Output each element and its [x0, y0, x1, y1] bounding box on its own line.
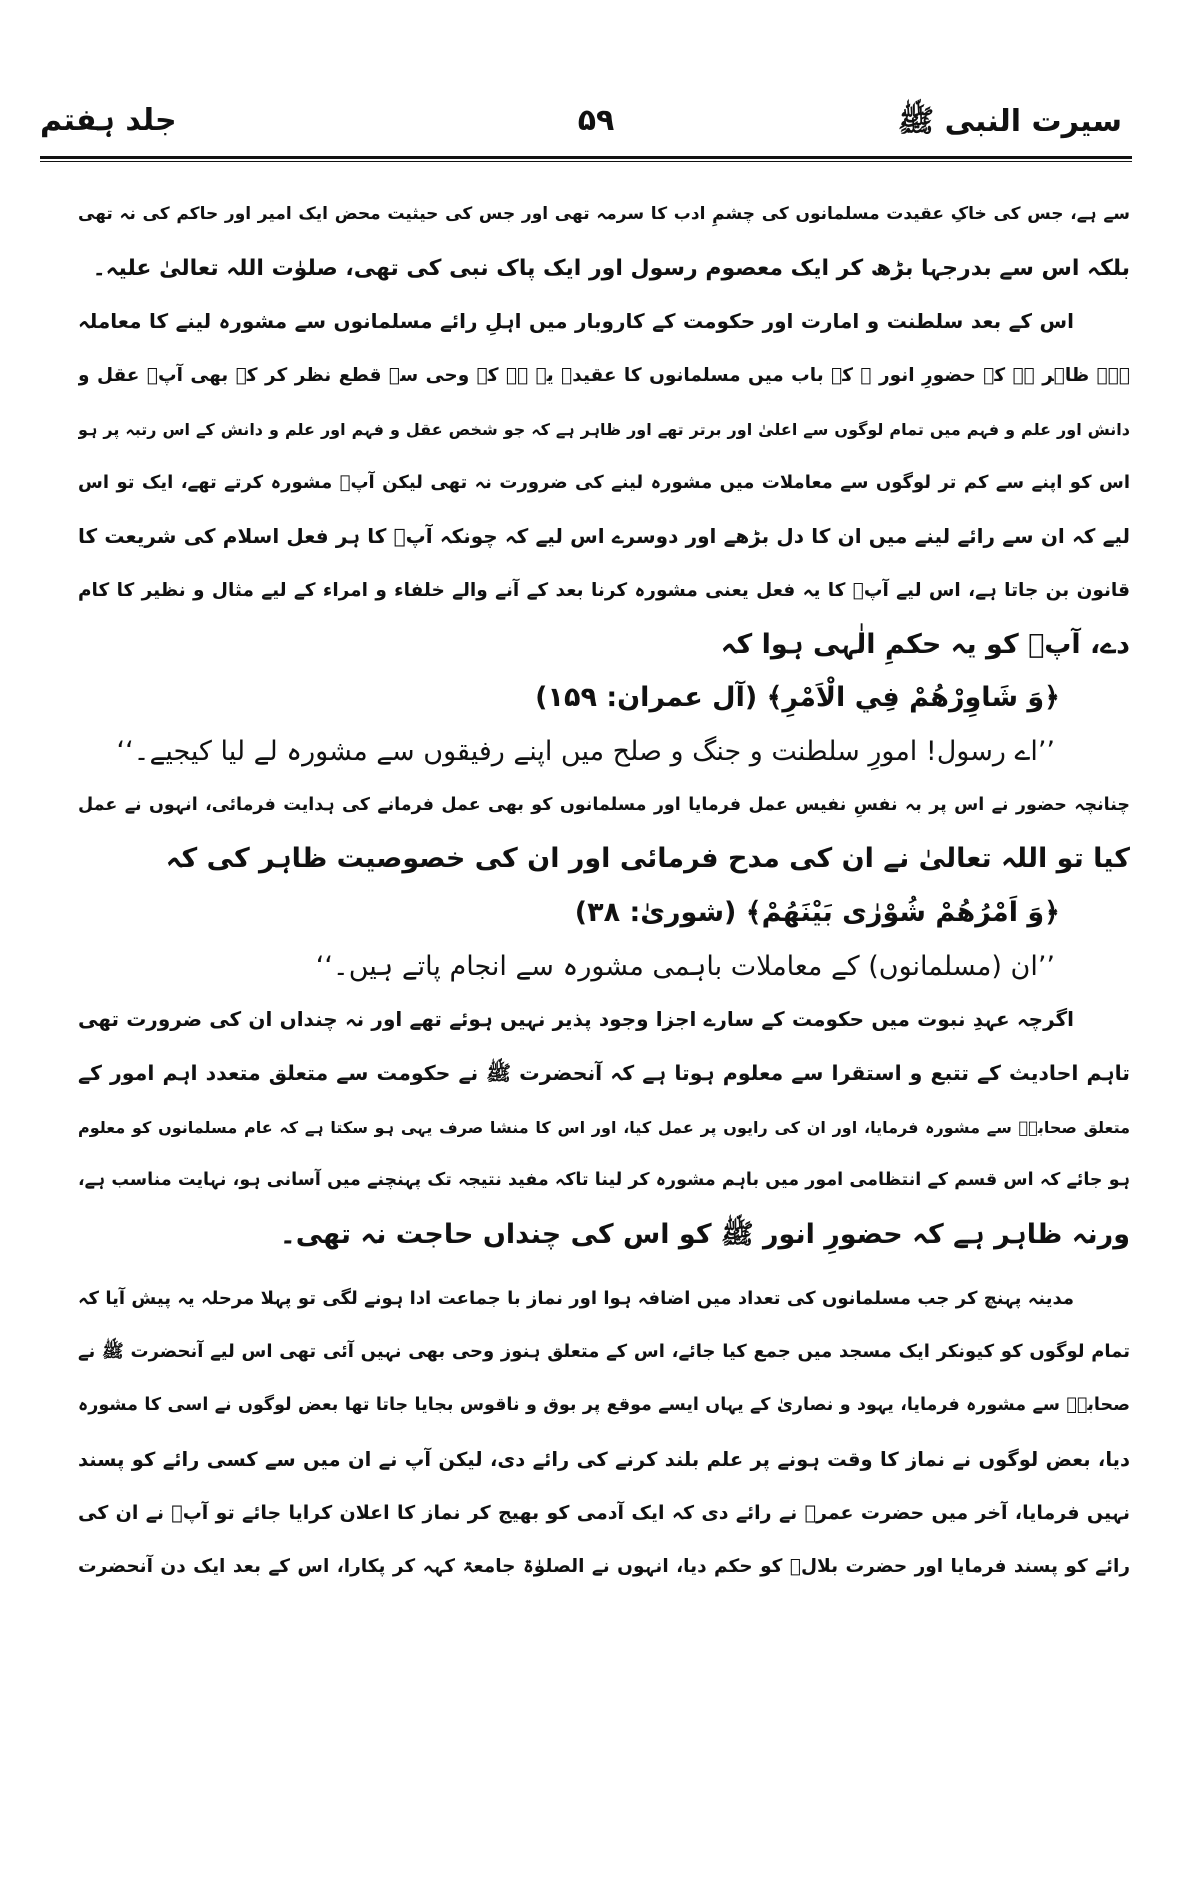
quran-verse: ﴿وَ شَاوِرْهُمْ فِي الْاَمْرِ﴾ (آل عمران: ۱۵۹)	[535, 682, 1060, 714]
verse-translation: ’’اے رسول! امورِ سلطنت و جنگ و صلح میں اپنے رفیقوں سے مشورہ لے لیا کیجیے۔‘‘	[116, 735, 1055, 767]
text-line: قانون بن جاتا ہے، اس لیے آپؐ کا یہ فعل یعنی مشورہ کرنا بعد کے آنے والے خلفاء و امراء کے لیے مثال و نظیر کا کام	[78, 579, 1130, 601]
text-line: ورنہ ظاہر ہے کہ حضورِ انور ﷺ کو اس کی چنداں حاجت نہ تھی۔	[279, 1219, 1130, 1251]
text-line: ہو جائے کہ اس قسم کے انتظامی امور میں باہم مشورہ کر لینا تاکہ مفید نتیجہ تک پہنچنے میں آسانی ہو، نہایت مناسب ہے،	[78, 1170, 1130, 1191]
text-line: چنانچہ حضور نے اس پر بہ نفسِ نفیس عمل فرمایا اور مسلمانوں کو بھی عمل فرمانے کی ہدایت فرمائی، انہوں نے عمل	[78, 794, 1130, 815]
page-number: ۵۹	[577, 103, 615, 138]
text-line: اگرچہ عہدِ نبوت میں حکومت کے سارے اجزا وجود پذیر نہیں ہوئے تھے اور نہ چنداں ان کی ضرورت تھی	[78, 1007, 1074, 1032]
text-line: ہے۔ ظاہر ہے کہ حضورِ انور ﷺ کے باب میں مسلمانوں کا عقیدہ یہ ہے کہ وحی سے قطع نظر کر کے بھی آپؐ عقل و	[78, 365, 1130, 387]
text-line: مدینہ پہنچ کر جب مسلمانوں کی تعداد میں اضافہ ہوا اور نماز با جماعت ادا ہونے لگی تو پہلا مرحلہ یہ پیش آیا کہ	[78, 1287, 1074, 1309]
text-line: متعلق صحابہؓ سے مشورہ فرمایا، اور ان کی رایوں پر عمل کیا، اور اس کا منشا صرف یہی ہو سکتا ہے کہ عام مسلمانوں کو معلوم	[78, 1117, 1130, 1137]
text-line: تمام لوگوں کو کیونکر ایک مسجد میں جمع کیا جائے، اس کے متعلق ہنوز وحی بھی نہیں آئی تھی اس لیے آنحضرت ﷺ نے	[78, 1341, 1130, 1363]
running-header	[40, 95, 1152, 155]
text-line: تاہم احادیث کے تتبع و استقرا سے معلوم ہوتا ہے کہ آنحضرت ﷺ نے حکومت سے متعلق متعدد اہم امور کے	[78, 1061, 1130, 1085]
text-line: کیا تو اللہ تعالیٰ نے ان کی مدح فرمائی اور ان کی خصوصیت ظاہر کی کہ	[165, 843, 1130, 875]
header-rule-thin	[40, 161, 1132, 162]
book-title: سیرت النبی ﷺ	[897, 104, 1122, 139]
text-line: سے ہے، جس کی خاکِ عقیدت مسلمانوں کی چشمِ ادب کا سرمہ تھی اور جس کی حیثیت محض ایک امیر اور حاکم کی نہ تھی	[78, 204, 1130, 224]
volume-label: جلد ہفتم	[40, 103, 177, 138]
text-line: صحابہؓ سے مشورہ فرمایا، یہود و نصاریٰ کے یہاں ایسے موقع پر بوق و ناقوس بجایا جاتا تھا بعض لوگوں نے اسی کا مشورہ	[78, 1395, 1130, 1416]
text-line: لیے کہ ان سے رائے لینے میں ان کا دل بڑھے اور دوسرے اس لیے کہ چونکہ آپؐ کا ہر فعل اسلام کی شریعت کا	[78, 524, 1130, 549]
text-line: اس کو اپنے سے کم تر لوگوں سے معاملات میں مشورہ لینے کی ضرورت نہ تھی لیکن آپؐ مشورہ کرتے تھے، ایک تو اس	[78, 472, 1130, 494]
text-line: رائے کو پسند فرمایا اور حضرت بلالؓ کو حکم دیا، انہوں نے الصلوٰۃ جامعۃ کہہ کر پکارا، اس کے بعد ایک دن آنحضرت	[78, 1556, 1130, 1578]
text-line: دانش اور علم و فہم میں تمام لوگوں سے اعلیٰ اور برتر تھے اور ظاہر ہے کہ جو شخص عقل و فہم اور علم و دانش کے اس رتبہ پر ہو	[78, 419, 1130, 439]
text-line: دے، آپؐ کو یہ حکمِ الٰہی ہوا کہ	[720, 628, 1130, 660]
text-line: نہیں فرمایا، آخر میں حضرت عمرؓ نے رائے دی کہ ایک آدمی کو بھیج کر نماز کا اعلان کرایا جائے تو آپؐ نے ان کی	[78, 1501, 1130, 1524]
text-line: بلکہ اس سے بدرجہا بڑھ کر ایک معصوم رسول اور ایک پاک نبی کی تھی، صلوٰت اللہ تعالیٰ علیہ۔	[92, 255, 1130, 281]
text-line: اس کے بعد سلطنت و امارت اور حکومت کے کاروبار میں اہلِ رائے مسلمانوں سے مشورہ لینے کا معاملہ	[78, 309, 1074, 334]
quran-verse: ﴿وَ اَمْرُهُمْ شُوْرٰى بَيْنَهُمْ﴾ (شوریٰ: ۳۸)	[574, 896, 1060, 928]
verse-translation: ’’ان (مسلمانوں) کے معاملات باہمی مشورہ سے انجام پاتے ہیں۔‘‘	[315, 950, 1055, 982]
header-rule	[40, 156, 1132, 159]
text-line: دیا، بعض لوگوں نے نماز کا وقت ہونے پر علم بلند کرنے کی رائے دی، لیکن آپ نے ان میں سے کسی رائے کو پسند	[78, 1447, 1130, 1471]
page-body-text	[78, 188, 1130, 1594]
